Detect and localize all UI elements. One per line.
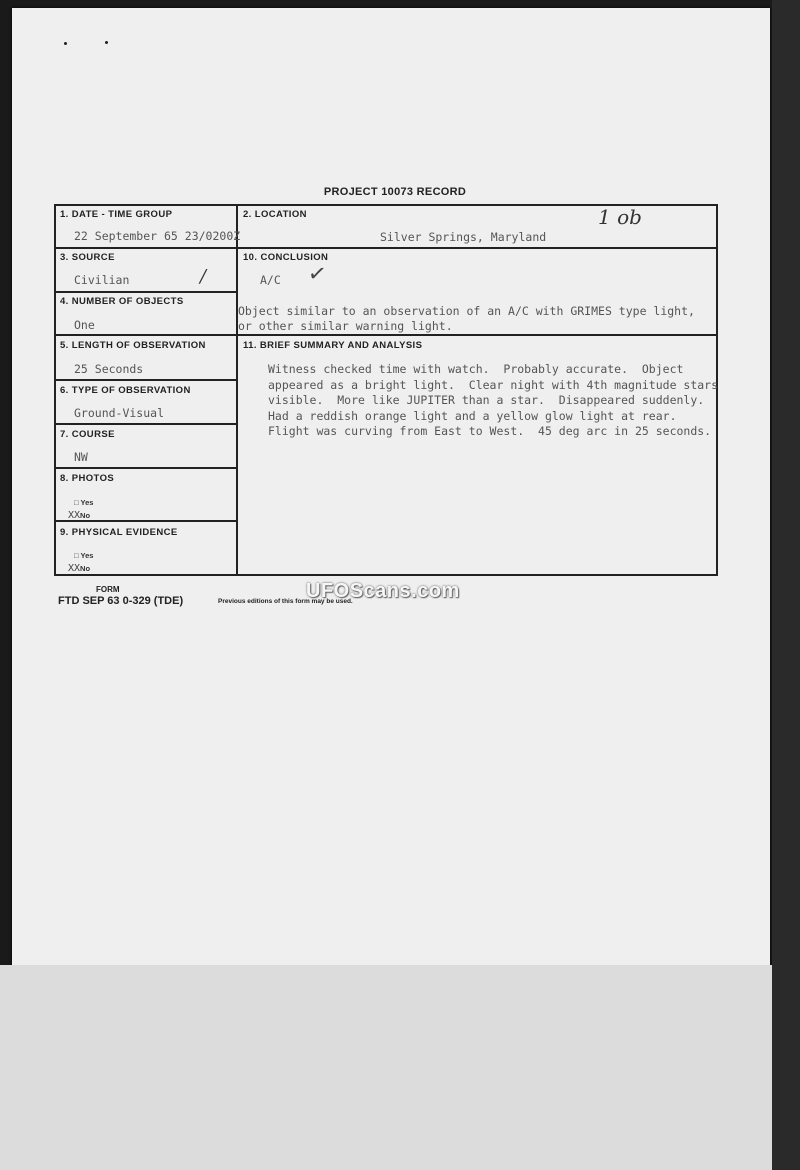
type-of-observation-label: 6. TYPE OF OBSERVATION [60,385,191,396]
photos-selected-mark: XX [68,510,81,521]
number-of-objects-label: 4. NUMBER OF OBJECTS [60,296,184,307]
physical-evidence-yes-label: Yes [80,551,94,560]
photos-yes-label: Yes [80,498,94,507]
speck [105,41,108,44]
lower-background [0,965,786,1170]
date-time-group-label: 1. DATE - TIME GROUP [60,209,173,220]
row-divider [54,379,236,381]
date-time-group-value: 22 September 65 23/0200Z [74,229,241,243]
length-of-observation-label: 5. LENGTH OF OBSERVATION [60,340,206,351]
row-divider [54,291,236,293]
conclusion-label: 10. CONCLUSION [243,252,329,263]
page-edge [772,0,800,1170]
form-title: PROJECT 10073 RECORD [323,186,467,198]
row-divider [54,467,236,469]
summary-line: visible. More like JUPITER than a star. Disappeared suddenly. [268,393,705,407]
type-of-observation-value: Ground-Visual [74,406,165,420]
summary-label: 11. BRIEF SUMMARY AND ANALYSIS [243,340,423,351]
footer-form-code: FTD SEP 63 0-329 (TDE) [58,595,184,607]
photos-no-label: No [80,511,91,520]
watermark: UFOScans.com [306,580,460,602]
summary-line: appeared as a bright light. Clear night with 4th magnitude stars [268,377,719,392]
row-divider [54,423,236,425]
physical-evidence-selected-mark: XX [68,563,81,574]
handwritten-annotation: 1 ob [598,205,642,229]
location-value: Silver Springs, Maryland [380,230,547,244]
handwritten-mark: / [200,266,207,287]
checkmark-icon: ✓ [306,260,329,289]
photos-no-option [68,510,90,521]
conclusion-line: or other similar warning light. [238,319,453,333]
conclusion-value: A/C [260,273,281,287]
footer-note: Previous editions of this form may be used. [218,598,353,605]
speck [64,42,67,45]
summary-line: Witness checked time with watch. Probably accurate. Object [268,362,684,376]
physical-evidence-label: 9. PHYSICAL EVIDENCE [60,527,178,538]
summary-line: Flight was curving from East to West. 45 deg arc in 25 seconds. [268,424,712,438]
photos-yes-option: □ Yes [74,498,94,507]
source-value: Civilian [74,273,130,287]
physical-evidence-no-option [68,563,90,574]
footer-form-word: FORM [96,585,120,594]
source-label: 3. SOURCE [60,252,115,263]
column-divider [236,204,238,576]
number-of-objects-value: One [74,318,95,332]
location-label: 2. LOCATION [243,209,307,220]
photos-label: 8. PHOTOS [60,473,115,484]
physical-evidence-yes-option: □ Yes [74,551,94,560]
physical-evidence-no-label: No [80,564,91,573]
course-label: 7. COURSE [60,429,115,440]
conclusion-line: Object similar to an observation of an A/C with GRIMES type light, [238,304,695,318]
length-of-observation-value: 25 Seconds [74,362,144,376]
row-divider [54,247,718,249]
course-value: NW [74,450,88,464]
summary-line: Had a reddish orange light and a yellow glow light at rear. [268,408,677,423]
